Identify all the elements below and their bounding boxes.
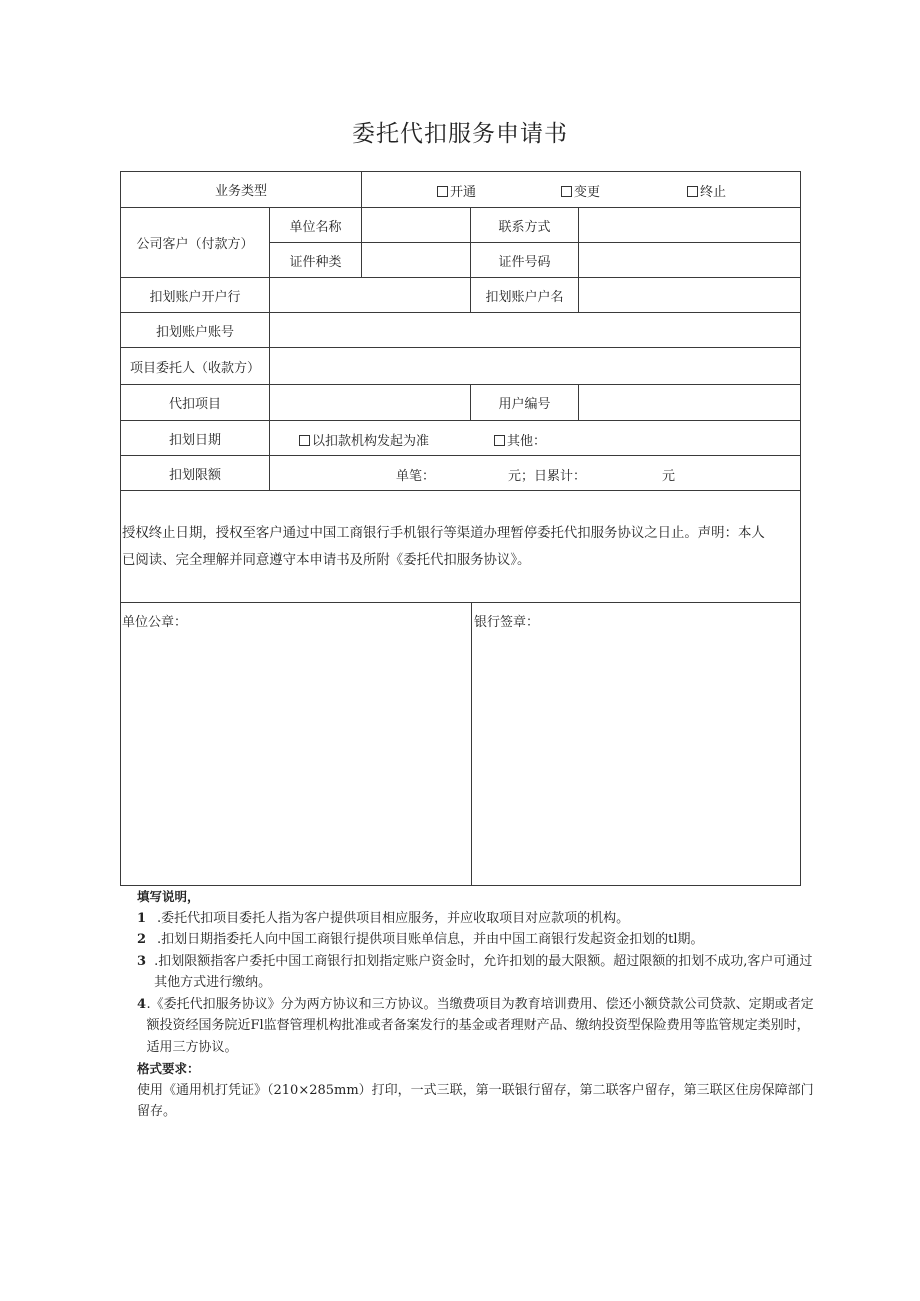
statement-line-2: 已阅读、完全理解并同意遵守本申请书及所附《委托代扣服务协议》。	[122, 552, 531, 568]
option-open[interactable]: 开通	[437, 181, 476, 200]
checkbox-icon	[437, 186, 448, 197]
option-change[interactable]: 变更	[561, 181, 600, 200]
statement-line-1: 授权终止日期，授权至客户通过中国工商银行手机银行等渠道办理暂停委托代扣服务协议之日止。声明：本人	[122, 525, 765, 541]
checkbox-icon	[687, 186, 698, 197]
debit-date-options	[269, 420, 801, 456]
debit-account-name-field[interactable]	[578, 277, 801, 313]
debit-account-number-label: 扣划账户账号	[120, 312, 270, 348]
unit-seal-box[interactable]	[120, 602, 472, 886]
company-client-label: 公司客户（付款方）	[120, 207, 270, 278]
unit-seal-label: 单位公章：	[122, 615, 188, 630]
user-number-field[interactable]	[578, 384, 801, 421]
debit-limit-field[interactable]	[269, 455, 801, 491]
page-title: 委托代扣服务申请书	[352, 121, 568, 147]
bank-seal-label: 银行签章：	[474, 615, 540, 630]
notes-title: 填写说明，	[137, 889, 200, 904]
debit-bank-field[interactable]	[269, 277, 471, 313]
debit-account-number-field[interactable]	[269, 312, 801, 348]
checkbox-icon	[494, 435, 505, 446]
yuan-unit: 元	[662, 469, 676, 484]
debit-date-label: 扣划日期	[120, 420, 270, 456]
id-type-field[interactable]	[361, 242, 471, 278]
debit-limit-label: 扣划限额	[120, 455, 270, 491]
filling-instructions	[137, 886, 817, 1123]
unit-name-field[interactable]	[361, 207, 471, 243]
debit-account-name-label: 扣划账户户名	[470, 277, 579, 313]
note-item: 3 .扣划限额指客户委托中国工商银行扣划指定账户资金时，允许扣划的最大限额。超过限额的扣划不成功,客户可通过其他方式进行缴纳。	[137, 953, 813, 990]
option-terminate[interactable]: 终止	[687, 181, 726, 200]
business-type-options	[361, 171, 801, 208]
option-initiated-by-institution[interactable]: 以扣款机构发起为准	[299, 430, 429, 449]
unit-name-label: 单位名称	[269, 207, 362, 243]
debit-bank-label: 扣划账户开户行	[120, 277, 270, 313]
note-item: 4 .《委托代扣服务协议》分为两方协议和三方协议。当缴费项目为教育培训费用、偿还小额贷款公司贷款、定期或者定额投资经国务院近Fl监督管理机构批准或者备案发行的基金或者理财产品、缴纳投资型保险费用等监管规定类别时，适用三方协议。	[137, 996, 814, 1055]
business-type-label: 业务类型	[120, 171, 362, 208]
user-number-label: 用户编号	[470, 384, 579, 421]
project-principal-label: 项目委托人（收款方）	[120, 347, 270, 385]
checkbox-icon	[561, 186, 572, 197]
deduction-item-field[interactable]	[269, 384, 471, 421]
format-text: 使用《通用机打凭证》（210×285mm）打印，一式三联，第一联银行留存，第二联客户留存，第三联区住房保障部门留存。	[137, 1082, 814, 1119]
format-title: 格式要求：	[137, 1061, 200, 1076]
project-principal-field[interactable]	[269, 347, 801, 385]
bank-seal-box[interactable]	[471, 602, 801, 886]
authorization-statement	[120, 490, 801, 603]
option-other-date[interactable]: 其他：	[494, 430, 546, 449]
note-item: 1 .委托代扣项目委托人指为客户提供项目相应服务，并应收取项目对应款项的机构。	[137, 910, 630, 926]
id-number-label: 证件号码	[470, 242, 579, 278]
checkbox-icon	[299, 435, 310, 446]
id-type-label: 证件种类	[269, 242, 362, 278]
single-limit-label: 单笔：	[396, 469, 436, 484]
contact-label: 联系方式	[470, 207, 579, 243]
note-item: 2 .扣划日期指委托人向中国工商银行提供项目账单信息，并由中国工商银行发起资金扣划的tl期。	[137, 932, 704, 947]
deduction-item-label: 代扣项目	[120, 384, 270, 421]
daily-limit-label: 元；日累计：	[508, 469, 587, 484]
contact-field[interactable]	[578, 207, 801, 243]
id-number-field[interactable]	[578, 242, 801, 278]
